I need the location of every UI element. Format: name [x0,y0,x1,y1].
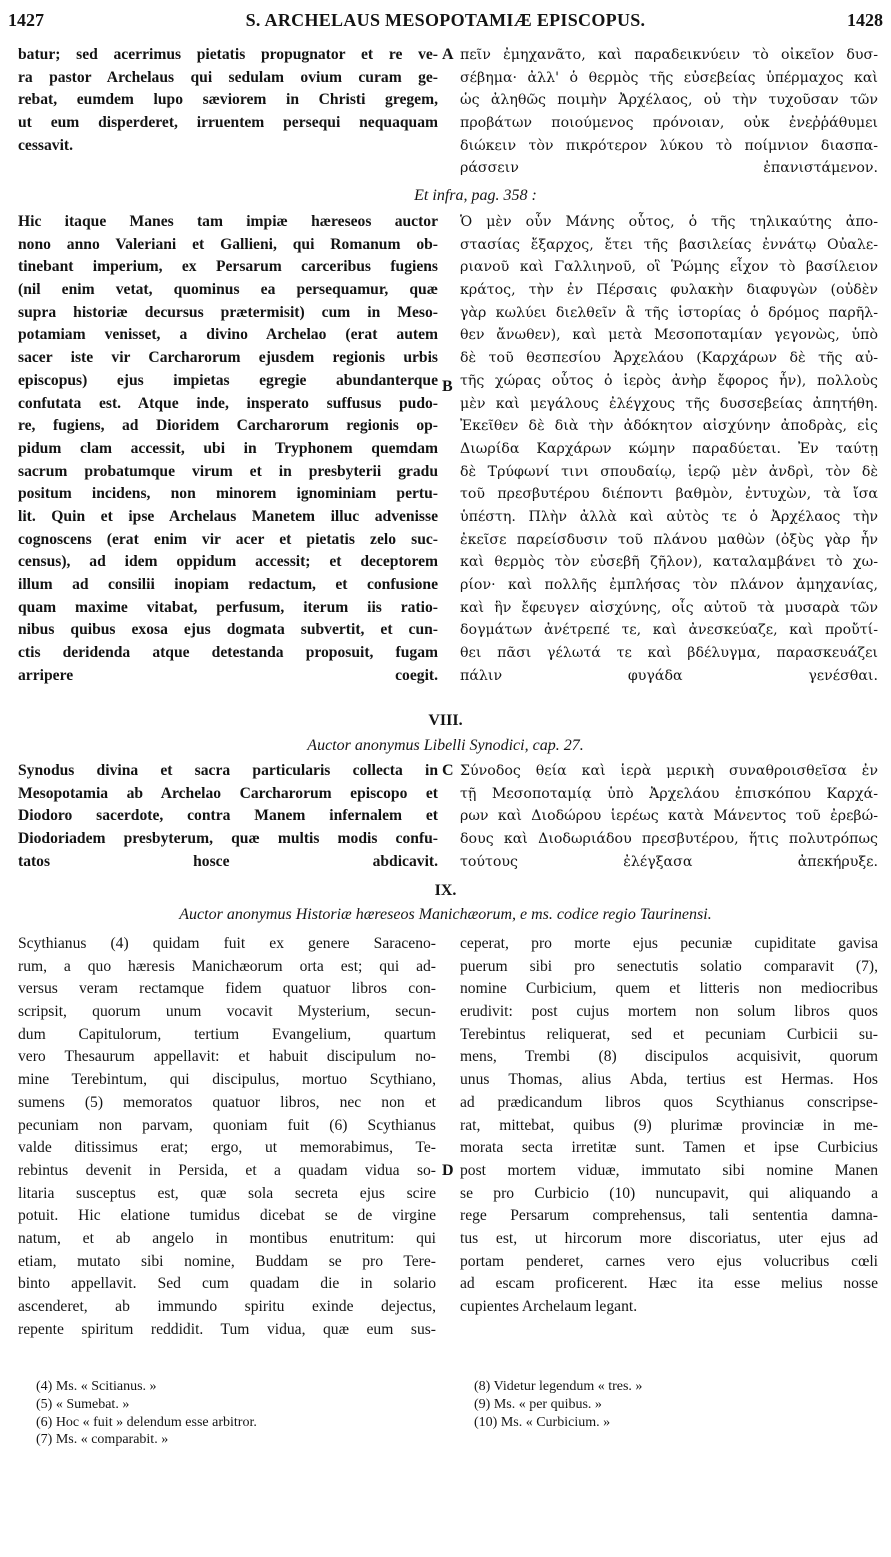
text-line: mens, Trembi (8) discipulos acquisivit, quorum [460,1048,878,1066]
text-line: Mesopotamia ab Archelao Carcharorum episcopo et [18,784,438,802]
text-line: se pro Curbicio (10) nuncupavit, qui aliquando a [460,1184,878,1202]
page-number-right: 1428 [847,10,883,30]
text-line: batur; sed acerrimus pietatis propugnator et re ve- [18,46,438,63]
text-line: tinebant imperium, ex Persarum carceribus fugiens [18,258,438,276]
text-line: positum incidens, non minorem ignominiam pertu- [18,485,438,503]
text-line: καὶ ἣν ἔφευγεν αἰσχύνης, οἷς αὐτοῦ τὰ μυσαρὰ τῶν [460,599,878,616]
text-line: natum, et ab angelo in montibus enutritum: qui [18,1229,436,1247]
text-line: arripere coegit. [18,666,438,684]
footnote: (6) Hoc « fuit » delendum esse arbitror. [36,1414,257,1430]
text-line: θεν ἄνωθεν), καὶ μετὰ Μεσοποταμίαν γεγονὼς, ὑπὸ [460,327,878,344]
text-line: στασίας ἔξαρχος, ἔτει τῆς βασιλείας ἐννάτῳ Οὐαλε- [460,236,878,253]
column-marker-d: D [442,1162,454,1179]
section-heading-infra: Et infra, pag. 358 : [414,187,537,204]
text-line: δὲ Τρύφωνί τινι σπουδαίῳ, ἱερῷ μὲν ἀνδρὶ, τὸν δὲ [460,463,878,480]
text-line: scripsit, quorum unum vocavit Mysterium, secun- [18,1003,436,1021]
footnotes-right [474,1378,642,1431]
section-number-viii: VIII. [428,712,463,729]
text-line: cessavit. [18,136,73,154]
text-line: Ἐκεῖθεν δὲ διὰ τὴν ἀδόκητον αἰσχύνην ἀποδρὰς, εἰς [460,418,878,435]
text-line: supra historiæ decursus prætermisit) cum in Meso- [18,303,438,321]
text-line: ctis deridenda atque detestanda proposuit, fugam [18,644,438,662]
footnote: (10) Ms. « Curbicium. » [474,1414,611,1430]
text-line: tatos hosce abdicavit. [18,852,438,870]
text-line: Διωρίδα Καρχάρων κώμην παραδύεται. Ἐν ταύτῃ [460,440,878,457]
text-line: potamiam venisset, a divino Archelao (erat autem [18,326,438,344]
text-line: πάλιν φυγάδα γενέσθαι. [460,667,878,684]
text-line: προβάτων ποιούμενος πρόνοιαν, οὐκ ἐνεῤῥάθυμει [460,115,878,132]
text-line: Diodoro sacerdote, contra Manem infernalem et [18,807,438,825]
section3-greek [460,760,878,873]
text-line: dum Capitulorum, tertium Evangelium, quartum [18,1025,436,1043]
text-line: pidum clam accessit, ubi in Tryphonem quemdam [18,439,438,457]
text-line: valde ditissimus erat; ergo, ut memorabimus, Te- [18,1139,436,1157]
text-line: ράσσειν ἐπανιστάμενον. [460,160,878,177]
text-line: γὰρ κωλύει διελθεῖν ἃ τῆς ἱστορίας ὁ δρόμος παρῆλ- [460,304,878,321]
section1-greek [460,44,878,180]
text-line: rum, a quo hæresis Manichæorum orta est; qui ad- [18,957,436,975]
text-line: pecuniam non parvam, quoniam fuit (6) Scythianus [18,1116,436,1134]
text-line: confutata est. Atque inde, insperato suffusus pudo- [18,394,438,412]
page-number-left: 1427 [8,10,44,30]
text-line: binto appellavit. Sed cum quadam die in solario [18,1275,436,1293]
footnote: (7) Ms. « comparabit. » [36,1432,169,1448]
text-line: Terebintus reliquerat, sed et pecuniam Curbicii su- [460,1025,878,1043]
text-line: rege Persarum comprehensus, tali sententia damna- [460,1207,878,1225]
text-line: nibus quibus exosa ejus dogmata subvertit, et cun- [18,621,438,639]
text-line: ascenderet, ab immundo spiritu exinde dejectus, [18,1298,436,1315]
text-line: δογμάτων ἀνέτρεπέ τε, καὶ ἀνεσκεύαζε, καὶ προὔτί- [460,622,878,639]
text-line: Hic itaque Manes tam impiæ hæreseos auctor [18,213,438,230]
text-line: Scythianus (4) quidam fuit ex genere Saraceno- [18,935,436,952]
text-line: Diodoriadem presbyterum, quæ multis modis confu- [18,830,438,848]
text-line: erudivit: post cujus mortem non solum libros quos [460,1003,878,1021]
text-line: ἐκεῖσε παρείσδυσιν τοῦ πλάνου μαθὼν (ὀξὺς γὰρ ἦν [460,531,878,548]
text-line: διώκειν τὸν πικρότερον λύκου τὸ ποίμνιον διασπα- [460,137,878,154]
text-line: re, fugiens, ad Dioridem Carcharorum regionis op- [18,417,438,435]
text-line: nomine Curbicium, quem et litteris non mediocribus [460,980,878,998]
text-line: ra pastor Archelaus qui sedulam ovium curam ge- [18,68,438,86]
text-line: δὲ τοῦ θεσπεσίου Ἀρχελάου (Καρχάρων δὲ τῆς αὐ- [460,350,878,367]
text-line: puerum sibi pro senectutis solatio comparavit (7), [460,957,878,975]
text-line: cognoscens (erat enim vir acer et pietatis zelo suc- [18,530,438,548]
text-line: sumens (5) memoratos quatuor libros, nec non et [18,1093,436,1111]
text-line: sacer iste vir Carcharorum ejusdem regionis urbis [18,349,438,367]
footnote: (8) Videtur legendum « tres. » [474,1379,643,1394]
text-line: τῇ Μεσοποταμίᾳ ὑπὸ Ἀρχελάου ἐπισκόπου Καρχά- [460,785,878,802]
page-title: S. ARCHELAUS MESOPOTAMIÆ EPISCOPUS. [245,10,646,30]
text-line: vero Thesaurum appellavit: et habuit discipulum no- [18,1048,436,1066]
text-line: portam penderet, carnes vero ejus volucribus cœli [460,1252,878,1270]
footnote: (5) « Sumebat. » [36,1396,130,1412]
text-line: mine Terebintum, qui discipulus, mortuo Scythiano, [18,1071,436,1089]
section2-latin [18,211,438,687]
text-line: ρίον· καὶ πολλῆς ἐμπλήσας τὸν πλάνον ἀμηχανίας, [460,577,878,593]
text-line: episcopus) ejus impietas egregie abundanterque [18,371,438,389]
text-line: lit. Quin et ipse Archelaus Manetem illuc advenisse [18,507,438,525]
text-line: μὲν καὶ μεγάλους ἐλέγχους τῆς δυσσεβείας ἀπητήθη. [460,395,878,412]
text-line: ad escam proficerent. Hæc ita esse melius nosse [460,1275,878,1293]
text-line: ad prædicandum libros quos Scythianus conscripse- [460,1093,878,1111]
text-line: ut eum disperderet, irruentem persequi nequaquam [18,114,438,132]
section3-latin [18,760,438,873]
section2-greek [460,211,878,687]
text-line: litaria susceptus est, quæ sola secreta ejus scire [18,1184,436,1202]
section-heading-viii: Auctor anonymus Libelli Synodici, cap. 27. [307,737,584,754]
text-line: sacrum probatumque virum et in presbyterii gradu [18,462,438,480]
section1-latin [18,44,438,157]
text-line: δους καὶ Διοδωριάδου πρεσβυτέρου, ἥτις πολυτρόπως [460,831,878,848]
text-line: rebat, eumdem lupo sæviorem in Christi gregem, [18,91,438,109]
text-line: σέβημα· ἀλλ' ὁ θερμὸς τῆς εὐσεβείας ὑπέρμαχος καὶ [460,69,878,86]
text-line: quam maxime vitabat, perfusum, iterum iis ratio- [18,598,438,616]
text-line: nono anno Valeriani et Gallieni, qui Romanum ob- [18,235,438,253]
text-line: cupientes Archelaum legant. [460,1298,638,1315]
running-header [0,10,891,38]
text-line: rebintus devenit in Persida, et a quadam vidua so- [18,1161,436,1179]
text-line: ριανοῦ καὶ Γαλλιηνοῦ, οἳ Ῥώμης εἶχον τὸ βασίλειον [460,259,878,276]
text-line: potuit. Hic elatione tumidus dicebat se de virgine [18,1207,436,1225]
text-line: πεῖν ἐμηχανᾶτο, καὶ παραδεικνύειν τὸ οἰκεῖον δυσ- [460,47,878,63]
text-line: tus est, ut hircorum more discoriatus, uter ejus ad [460,1229,878,1247]
text-line: Σύνοδος θεία καὶ ἱερὰ μερικὴ συναθροισθεῖσα ἐν [460,763,878,779]
text-line: θει πᾶσι γέλωτά τε καὶ βδέλυγμα, παρασκευάζει [460,645,878,662]
section4-left [18,933,436,1341]
text-line: (nil enim vetat, quominus ea persequamur, quæ [18,281,438,299]
text-line: post mortem viduæ, immutato sibi nomine Manen [460,1161,878,1179]
text-line: morata secta irretitæ sunt. Tamen et ipse Curbicius [460,1139,878,1157]
column-marker-b: B [442,378,453,395]
text-line: καὶ θερμὸς τὸν εὐσεβῆ ζῆλον), καταλαμβάνει τὸ χω- [460,554,878,571]
text-line: illum ad consilii inopiam redactum, et confusione [18,576,438,593]
text-line: Ὁ μὲν οὖν Μάνης οὗτος, ὁ τῆς τηλικαύτης ἀπο- [460,214,878,230]
text-line: τοῦ πρεσβυτέρου διέποντι βαθμὸν, ἐντυχὼν, τὰ ἴσα [460,486,878,503]
text-line: repente spiritum reddidit. Tum vidua, quæ eum sus- [18,1320,436,1338]
text-line: ceperat, pro morte ejus pecuniæ cupiditate gavisa [460,935,878,952]
text-line: Synodus divina et sacra particularis collecta in [18,762,438,779]
text-line: τῆς χώρας οὗτος ὁ ἱερὸς ἀνὴρ ἔφορος ἦν), πολλοὺς [460,372,878,389]
text-line: unus Thomas, alius Abda, tertius est Hermas. Hos [460,1071,878,1089]
text-line: κράτος, τὴν ἐν Πέρσαις φυλακὴν διαφυγὼν (οὐδὲν [460,282,878,299]
footnote: (9) Ms. « per quibus. » [474,1396,602,1412]
column-marker-a: A [442,46,454,63]
footnotes-left [36,1378,257,1449]
text-line: rat, mittebat, quibus (9) plurimæ provinciæ in me- [460,1116,878,1134]
section4-right [460,933,878,1319]
footnote: (4) Ms. « Scitianus. » [36,1379,157,1394]
section-heading-ix: Auctor anonymus Historiæ hæreseos Manichæorum, e ms. codice regio Taurinensi. [179,906,712,923]
text-line: ρων καὶ Διοδώρου ἱερέως κατὰ Μάνεντος τοῦ ἐρεβώ- [460,808,878,825]
section-number-ix: IX. [434,882,457,899]
text-line: ὑπέστη. Πλὴν ἀλλὰ καὶ αὐτὸς τε ὁ Ἀρχέλαος τὴν [460,508,878,525]
text-line: census), ad idem oppidum accessit; et deceptorem [18,553,438,571]
text-line: versus veram rectamque fidem quatuor libros con- [18,980,436,998]
text-line: ὡς ἀληθῶς ποιμὴν Ἀρχέλαος, οὐ τὴν τυχοῦσαν τῶν [460,92,878,109]
text-line: etiam, mutato sibi nomine, Buddam se pro Tere- [18,1252,436,1270]
column-marker-c: C [442,762,454,779]
text-line: τούτους ἐλέγξασα ἀπεκήρυξε. [460,853,878,870]
